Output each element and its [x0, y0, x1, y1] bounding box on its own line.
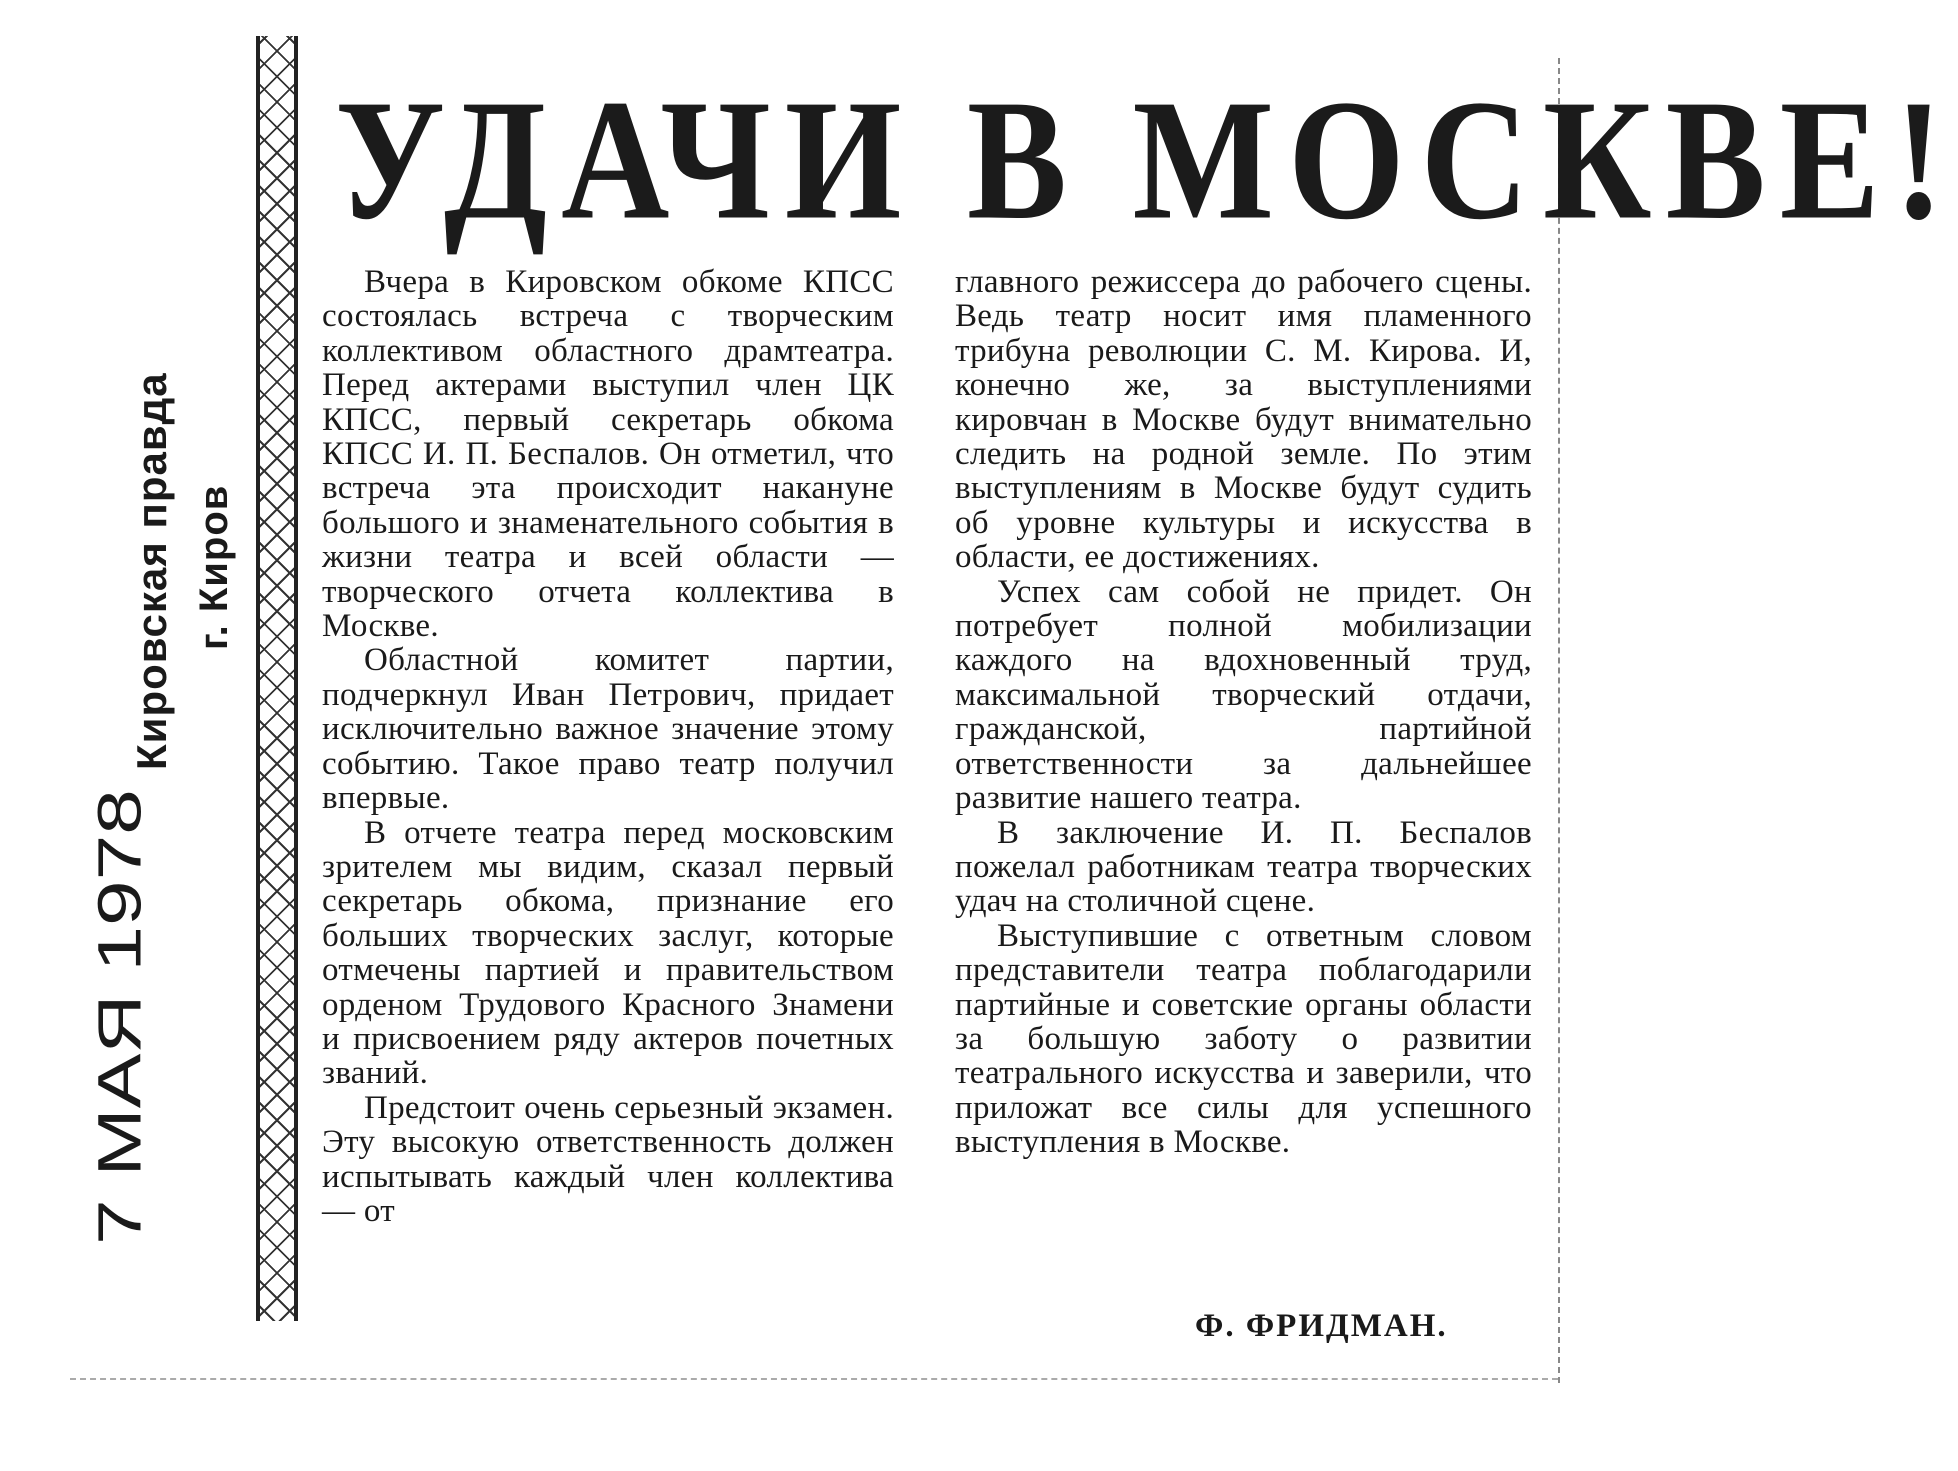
cut-edge-bottom [70, 1378, 1558, 1380]
article-headline: УДАЧИ В МОСКВЕ! [335, 64, 1958, 256]
paragraph: В отчете театра перед московским зрителем мы видим, сказал первый секретарь обкома, признание его больших творческих заслуг, которые отмечены партией и правительством орденом Трудового Красного Знамени и присвоением ряду актеров почетных званий. [322, 814, 894, 1092]
paragraph: Областной комитет партии, подчеркнул Иван Петрович, придает исключительно важное значение этому событию. Такое право театр получил впервые. [322, 642, 894, 817]
paragraph: Предстоит очень серьезный экзамен. Эту высокую ответственность должен испытывать каждый член коллектива — от [322, 1089, 894, 1229]
paragraph: Вчера в Кировском обкоме КПСС состоялась встреча с творческим коллективом областного драмтеатра. Перед актерами выступил член ЦК КПСС, первый секретарь обкома КПСС И. П. Беспалов. Он отметил, что встреча эта происходит накануне большого и знаменательного события в жизни театра и всей области — творческого отчета коллектива в Москве. [322, 264, 894, 645]
paragraph: Выступившие с ответным словом представители театра поблагодарили партийные и советские органы области за большую заботу о развитии театрального искусства и заверили, что приложат все силы для успешного выступления в Москве. [955, 917, 1532, 1161]
ornamental-border [256, 36, 298, 1321]
paragraph: В заключение И. П. Беспалов пожелал работникам театра творческих удач на столичной сцене. [955, 814, 1532, 920]
cut-edge-right [1558, 58, 1560, 1383]
author-signature: Ф. ФРИДМАН. [1195, 1308, 1448, 1344]
date-stamp: 7 МАЯ 1978 [85, 789, 154, 1245]
city-stamp: г. Киров [192, 484, 236, 650]
paragraph: Успех сам собой не придет. Он потребует полной мобилизации каждого на вдохновенный труд, максимальной творческий отдачи, гражданской, партийной ответственности за дальнейшее развитие нашего театра. [955, 573, 1532, 817]
newspaper-name-stamp: Кировская правда [128, 372, 175, 770]
article-column-left [322, 265, 894, 1228]
paragraph: главного режиссера до рабочего сцены. Ведь театр носит имя пламенного трибуна революции С. М. Кирова. И, конечно же, за выступлениями кировчан в Москве будут внимательно следить на родной земле. По этим выступлениям в Москве будут судить об уровне культуры и искусства в области, ее достижениях. [955, 264, 1532, 576]
article-column-right [955, 265, 1532, 1160]
